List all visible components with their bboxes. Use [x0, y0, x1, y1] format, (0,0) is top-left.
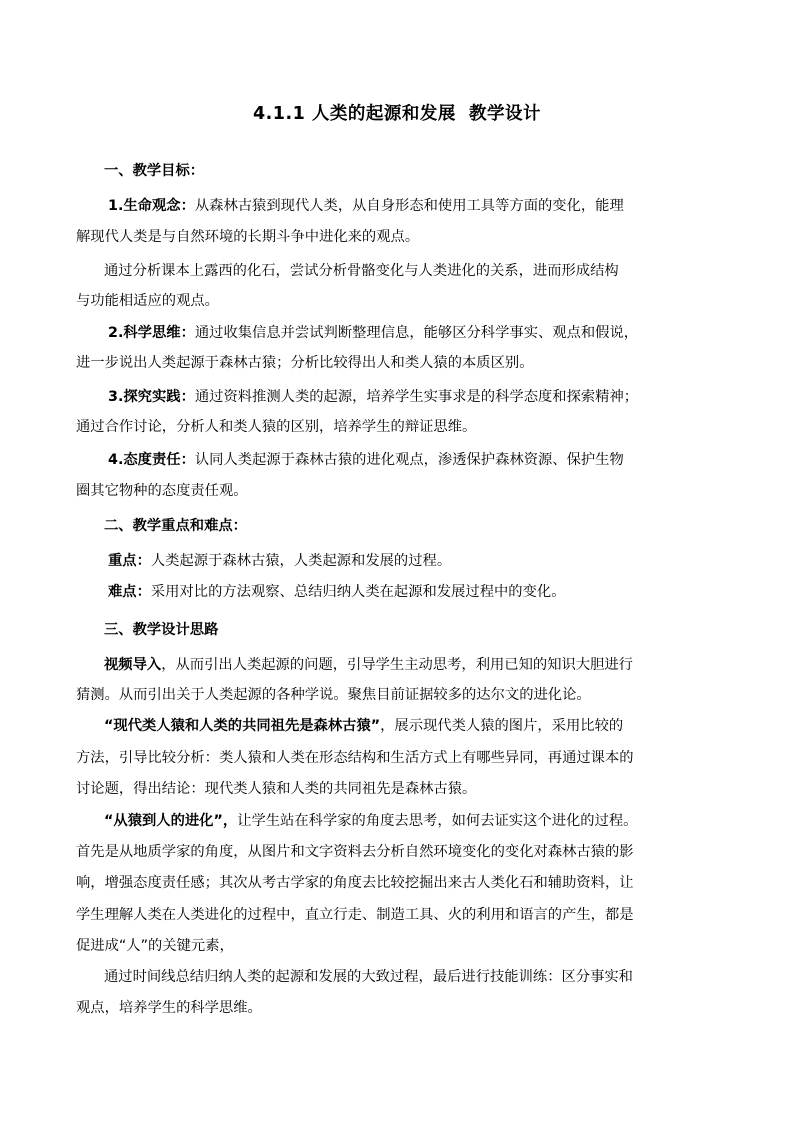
objective-structure-line2: 与功能相适应的观点。	[76, 293, 219, 309]
design-label: “从猿到人的进化”，	[104, 813, 238, 829]
design-evolution-line5: 促进成“人”的关键元素，	[76, 938, 234, 954]
design-common-ancestor-line1	[104, 716, 623, 736]
design-video-intro-line2: 猜测。从而引出关于人类起源的各种学说。聚焦目前证据较多的达尔文的进化论。	[76, 687, 591, 703]
objective-inquiry-line1	[108, 387, 638, 407]
design-evolution-line3: 响，增强态度责任感；其次从考古学家的角度去比较挖掘出来古人类化石和辅助资料，让	[76, 875, 634, 891]
paragraph-text: ，从而引出人类起源的问题，引导学生主动思考，利用已知的知识大胆进行	[161, 657, 633, 673]
difficult-point-label: 难点：	[108, 584, 151, 600]
design-evolution-line1	[104, 811, 637, 831]
section1-heading: 一、教学目标：	[104, 163, 205, 179]
design-timeline-line2: 观点，培养学生的科学思维。	[76, 1000, 262, 1016]
design-label: “现代类人猿和人类的共同祖先是森林古猿”	[104, 718, 381, 734]
design-evolution-line2: 首先是从地质学家的角度，从图片和文字资料去分析自然环境变化的变化对森林古猿的影	[76, 844, 634, 860]
objective-inquiry-line2: 通过合作讨论，分析人和类人猿的区别，培养学生的辩证思维。	[76, 419, 477, 435]
objective-scientific-thinking-line1	[108, 323, 638, 343]
design-video-intro-line1	[104, 655, 633, 675]
objective-label: 1.生命观念：	[108, 198, 195, 214]
paragraph-text: 从森林古猿到现代人类，从自身形态和使用工具等方面的变化，能理	[194, 198, 624, 214]
difficult-point-line	[108, 582, 566, 602]
objective-label: 3.探究实践：	[108, 389, 195, 405]
objective-life-concept-line2: 解现代人类是与自然环境的长期斗争中进化来的观点。	[76, 229, 420, 245]
key-point-line	[108, 551, 451, 571]
objective-attitude-line1	[108, 450, 624, 470]
section3-heading: 三、教学设计思路	[104, 622, 219, 638]
key-point-text: 人类起源于森林古猿，人类起源和发展的过程。	[150, 553, 452, 569]
paragraph-text: 通过资料推测人类的起源，培养学生实事求是的科学态度和探索精神；	[194, 389, 639, 405]
objective-label: 4.态度责任：	[108, 452, 195, 468]
paragraph-text: 让学生站在科学家的角度去思考，如何去证实这个进化的过程。	[237, 813, 638, 829]
objective-label: 2.科学思维：	[108, 325, 195, 341]
design-common-ancestor-line2: 方法，引导比较分析：类人猿和人类在形态结构和生活方式上有哪些异同，再通过课本的	[76, 750, 634, 766]
objective-life-concept-line1	[108, 196, 624, 216]
section2-heading: 二、教学重点和难点：	[104, 518, 247, 534]
key-point-label: 重点：	[108, 553, 151, 569]
paragraph-text: 通过收集信息并尝试判断整理信息，能够区分科学事实、观点和假说，	[194, 325, 639, 341]
objective-scientific-thinking-line2: 进一步说出人类起源于森林古猿；分析比较得出人和类人猿的本质区别。	[76, 355, 534, 371]
document-title: 4.1.1 人类的起源和发展 教学设计	[252, 104, 542, 124]
design-evolution-line4: 学生理解人类在人类进化的过程中，直立行走、制造工具、火的利用和语言的产生，都是	[76, 907, 634, 923]
objective-structure-line1: 通过分析课本上露西的化石，尝试分析骨骼变化与人类进化的关系，进而形成结构	[104, 263, 619, 279]
paragraph-text: ，展示现代类人猿的图片，采用比较的	[380, 718, 624, 734]
design-timeline-line1: 通过时间线总结归纳人类的起源和发展的大致过程，最后进行技能训练：区分事实和	[104, 969, 633, 985]
design-common-ancestor-line3: 讨论题，得出结论：现代类人猿和人类的共同祖先是森林古猿。	[76, 781, 477, 797]
paragraph-text: 认同人类起源于森林古猿的进化观点，渗透保护森林资源、保护生物	[194, 452, 624, 468]
objective-attitude-line2: 圈其它物种的态度责任观。	[76, 483, 248, 499]
design-label: 视频导入	[104, 657, 162, 673]
difficult-point-text: 采用对比的方法观察、总结归纳人类在起源和发展过程中的变化。	[150, 584, 566, 600]
